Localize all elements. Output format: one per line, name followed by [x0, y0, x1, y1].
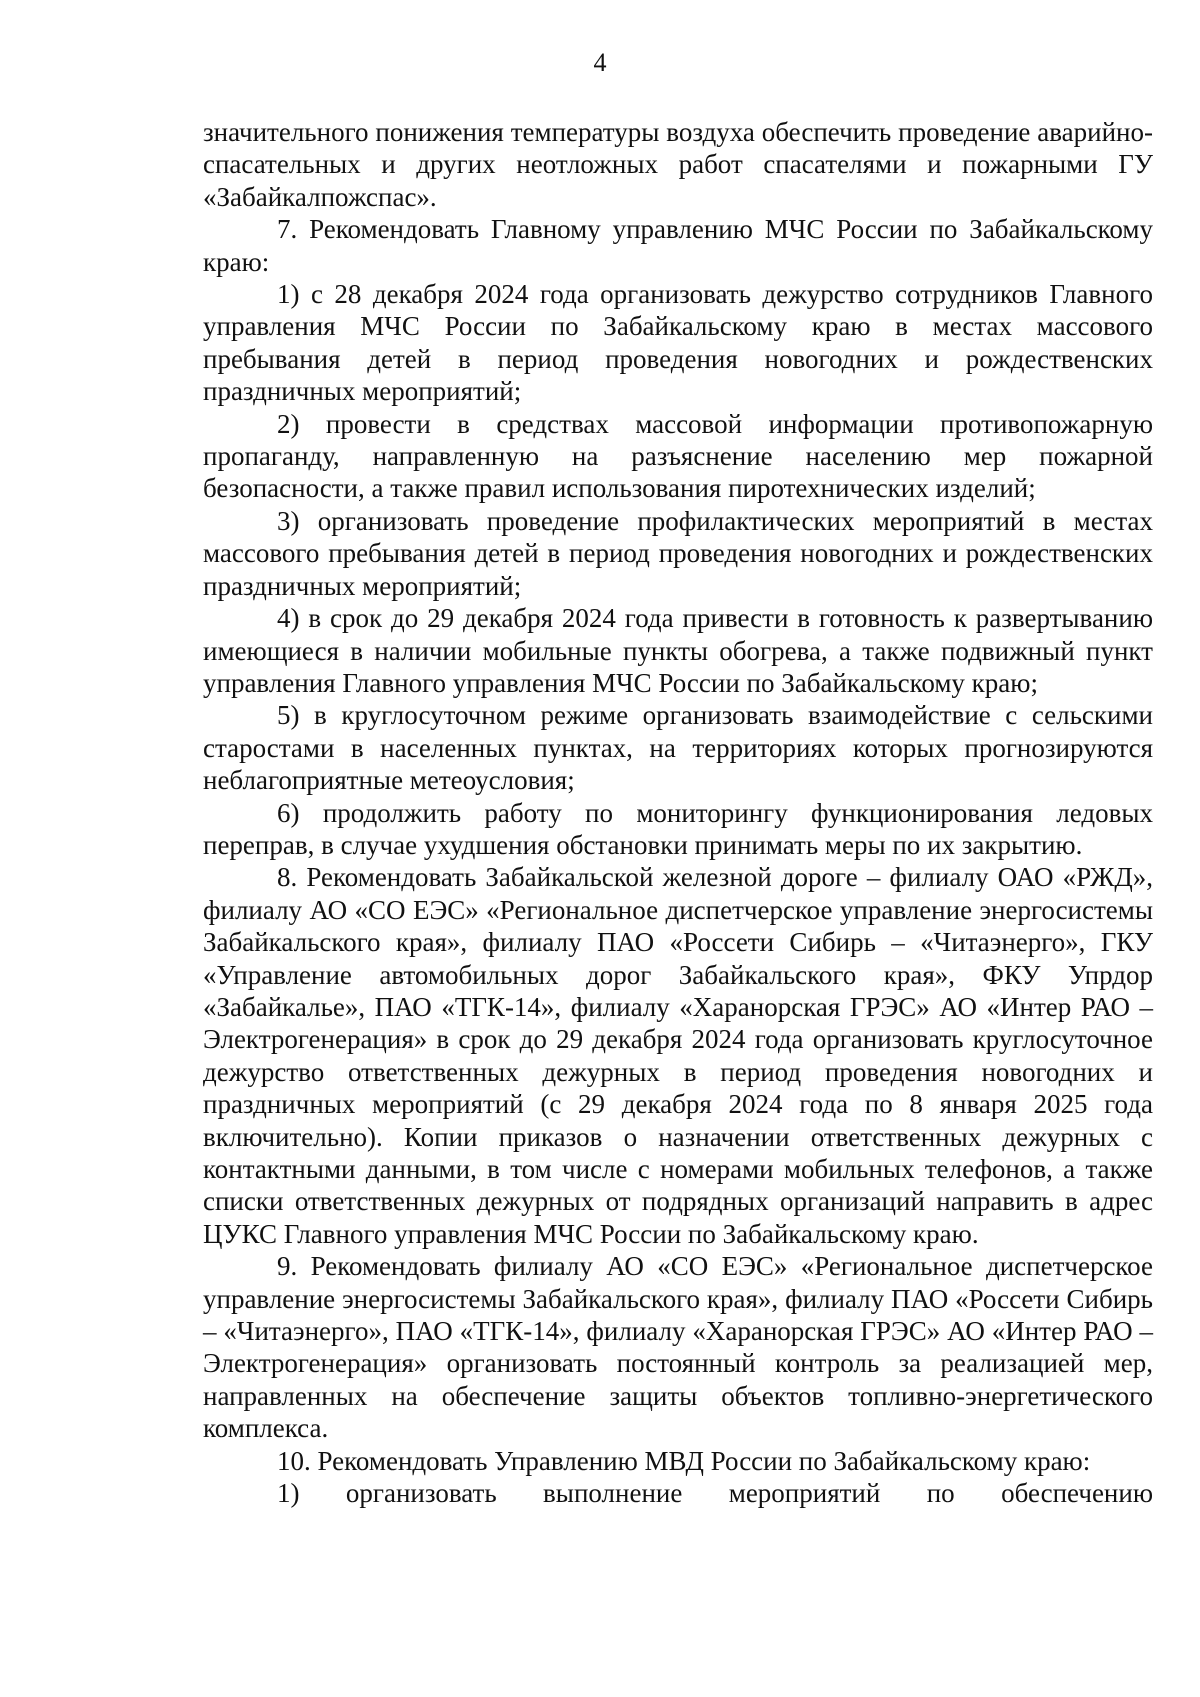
paragraph-item-10-1: 1) организовать выполнение мероприятий по обеспечению [277, 1478, 1153, 1509]
paragraph-item-7-3: 3) организовать проведение профилактических мероприятий в местах массового пребывания детей в период проведения новогодних и рождественских праздничных мероприятий; [203, 505, 1153, 601]
paragraph-item-7-4: 4) в срок до 29 декабря 2024 года привести в готовность к развертыванию имеющиеся в наличии мобильные пункты обогрева, а также подвижный пункт управления Главного управления МЧС России по Забайкальскому краю; [203, 603, 1153, 698]
paragraph-item-7-5: 5) в круглосуточном режиме организовать взаимодействие с сельскими старостами в населенных пунктах, на территориях которых прогнозируются неблагоприятные метеоусловия; [203, 700, 1153, 796]
paragraph-temperature-continuation: значительного понижения температуры воздуха обеспечить проведение аварийно-спасательных и других неотложных работ спасателями и пожарными ГУ «Забайкалпожспас». [203, 117, 1153, 212]
paragraph-item-7-6: 6) продолжить работу по мониторингу функционирования ледовых переправ, в случае ухудшения обстановки принимать меры по их закрытию. [203, 797, 1153, 860]
paragraph-item-9: 9. Рекомендовать филиалу АО «СО ЕЭС» «Региональное диспетчерское управление энергосистемы Забайкальского края», филиалу ПАО «Россети Сибирь – «Читаэнерго», ПАО «ТГК-14», филиалу «Харанорская ГРЭС» АО «Интер РАО – Электрогенерация» организовать постоянный контроль за реализацией мер, направленных на обеспечение защиты объектов топливно-энергетического комплекса. [203, 1251, 1153, 1444]
paragraph-item-7-2: 2) провести в средствах массовой информации противопожарную пропаганду, направленную на разъяснение населению мер пожарной безопасности, а также правил использования пиротехнических изделий; [203, 408, 1153, 504]
paragraph-item-8: 8. Рекомендовать Забайкальской железной дороге – филиалу ОАО «РЖД», филиалу АО «СО ЕЭС» «Региональное диспетчерское управление энергосистемы Забайкальского края», филиалу ПАО «Россети Сибирь – «Читаэнерго», ГКУ «Управление автомобильных дорог Забайкальского края», ФКУ Упрдор «Забайкалье», ПАО «ТГК-14», филиалу «Харанорская ГРЭС» АО «Интер РАО – Электрогенерация» в срок до 29 декабря 2024 года организовать круглосуточное дежурство ответственных дежурных в период проведения новогодних и праздничных мероприятий (с 29 декабря 2024 года по 8 января 2025 года включительно). Копии приказов о назначении ответственных дежурных с контактными данными, в том числе с номерами мобильных телефонов, а также списки ответственных дежурных от подрядных организаций направить в адрес ЦУКС Главного управления МЧС России по Забайкальскому краю. [203, 862, 1153, 1249]
page-number: 4 [593, 48, 607, 77]
paragraph-item-7: 7. Рекомендовать Главному управлению МЧС России по Забайкальскому краю: [203, 214, 1153, 277]
document-body [203, 116, 1153, 1509]
paragraph-item-10: 10. Рекомендовать Управлению МВД России по Забайкальскому краю: [277, 1445, 1091, 1476]
paragraph-item-7-1: 1) с 28 декабря 2024 года организовать дежурство сотрудников Главного управления МЧС России по Забайкальскому краю в местах массового пребывания детей в период проведения новогодних и рождественских праздничных мероприятий; [203, 279, 1153, 407]
